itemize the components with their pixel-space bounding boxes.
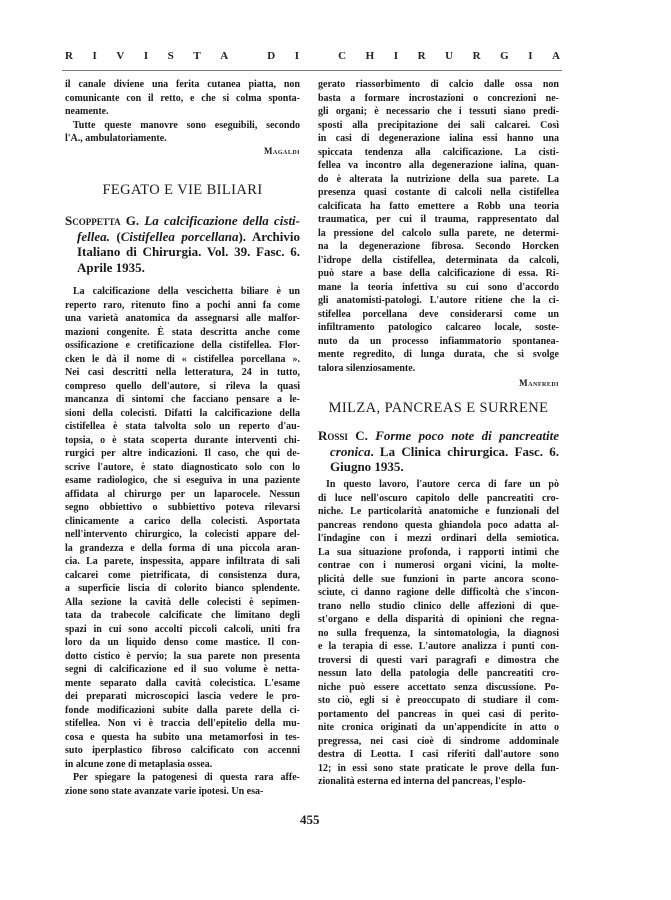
text-line: nite cronica originati da un'appendicite in atto o [318,722,559,733]
citation-title: La calcificazione della cisti- [144,213,300,228]
running-head-letter: S [167,50,174,62]
page-number: 455 [300,812,320,827]
text-line: calcarei come pietrificata, di consistenza dura, [65,569,300,581]
running-head-letter: I [393,50,399,62]
text-line: e la terapia di esse. L'autore analizza i punti con- [318,641,559,652]
article-body-scoppetta [65,285,300,798]
citation-line [65,229,300,245]
text-line: basta a formare incrostazioni o concrezioni ne- [318,92,559,104]
signature-magaldi: Magaldi [264,146,300,156]
text-line: stifellea. Non vi è traccia dell'epitelio della mu- [65,718,300,729]
text-line: destra di Leotta. I casi riferiti dall'autore sono [318,749,559,760]
signature-manfredi: Manfredi [519,378,559,388]
text-line: pancreas rendono questa ghiandola poco adatta al- [318,519,559,531]
text-line: compreso quello dell'autore, si rileva la quasi [65,380,300,392]
text-line: suto iperplastico fibroso calcificato con accenni [65,745,300,756]
text-line: do è alterata la nutrizione della sua parete. La [318,173,559,185]
text-line: dotto cistico è pervio; la sua parete non presenta [65,650,300,662]
citation-author: Rossi C. [318,428,376,443]
text-line: gli anatomisti-patologi. L'autore ritiene che la ci- [318,295,559,306]
text-line: In questo lavoro, l'autore cerca di fare un pò [326,479,559,490]
citation-line [65,213,300,229]
citation-rossi [318,428,559,475]
text-line: troversi di questi vari paragrafi e dimostra che [318,654,559,666]
text-line: gli organi; è necessario che i tessuti siano predi- [318,106,559,117]
text-line: segno obbiettivo o subbiettivo poteva rilevarsi [65,502,300,513]
text-line: nell'intervento chirurgico, la colecisti appare del- [65,529,300,540]
text-line: 12; in essi sono state praticate le prove della fun- [318,762,559,774]
citation-title: fellea. [77,228,117,244]
citation-title: Forme poco note di pancreatite [375,428,559,443]
text-line: trano nello studio clinico delle affezioni di que- [318,600,559,612]
text-line: clinicamente a carico della colecisti. Asportata [65,515,300,527]
citation-line [318,459,559,475]
section-heading-fegato: FEGATO E VIE BILIARI [102,182,263,198]
text-line: contrae con i numerosi organi vicini, la molte- [318,560,559,571]
running-head-letter: A [220,50,229,62]
text-line: spiccata tendenza alla calcificazione. La cisti- [318,146,559,158]
text-line: tata da trabecole calcificate che limitano degli [65,610,300,621]
text-line: mente regredito, di lunga durata, che si svolge [318,349,559,360]
running-head-letter: V [116,50,125,62]
text-line: plicità delle sue funzioni in parte ancora scono- [318,573,559,585]
text-line: comunicante con il retto, e che si colma sponta- [65,92,300,104]
text-line: Per spiegare la patogenesi di questa rara affe- [73,772,300,783]
text-line: mazioni congenite. È stata descritta anche come [65,326,300,338]
running-head-letter: A [552,50,560,62]
text-line: Nei casi descritti nella letteratura, 24 in tutto, [65,367,300,378]
text-line: rurgici per altre indicazioni. Il caso, che qui de- [65,448,300,459]
text-line: segni di calcificazione ed il suo volume è netta- [65,664,300,675]
running-head-letter: I [92,50,97,62]
text-line: gerato riassorbimento di calcio dalle ossa non [318,79,559,90]
text-line: zionalità esterna ed interna del pancreas, l'esplo- [318,776,526,787]
running-head-letter: U [445,50,454,62]
text-line: neamente. [65,106,109,117]
text-line: di luce nell'oscuro capitolo delle pancreatiti cro- [318,492,559,504]
running-head-letter: T [193,50,201,62]
running-head-letter: I [528,50,533,62]
text-line: sto ciò, egli si è preoccupato di studiare il com- [318,695,559,706]
text-line: na la degenerazione fibrosa. Secondo Horcken [318,241,559,252]
text-line: l'A., ambulatoriamente. [65,133,167,144]
text-line: talora silenziosamente. [318,362,416,374]
text-line: mane la teoria infettiva su cui sono d'accordo [318,281,559,293]
running-head-letter: G [500,50,509,62]
citation-title: cronica [330,443,371,459]
running-head-letter: H [365,50,375,62]
text-line: esame radiologico, che si eseguiva in una paziente [65,475,300,486]
running-head-letter: R [65,50,73,62]
text-line: spazi in cui sono accolti piccoli calcoli, uniti fra [65,623,300,635]
text-line: può stare a base della calcificazione di essa. Ri- [318,268,559,279]
text-line: affidata al chirurgo per un laparocele. Nessun [65,488,300,500]
text-line: La sua situazione profonda, i rapporti intimi che [318,546,559,558]
text-line: pregressa, nei casi cioè di sindrome addominale [318,735,559,747]
text-line: mente separato dalla cavità colecistica. L'esame [65,677,300,689]
citation-source: Italiano di Chirurgia. Vol. 39. Fasc. 6. [77,244,300,259]
text-line: sposti alla precipitazione dei sali calcarei. Così [318,119,559,131]
text-line: calcificata ha fatto emettere a Robb una teoria [318,200,559,212]
text-line: dei preparati microscopici lascia vedere le pro- [65,691,300,702]
text-line: cistifellea è stata talvolta solo un reperto d'au- [65,421,300,432]
running-head-letter: D [267,50,276,62]
text-line: nuto da un processo infiammatorio spontanea- [318,335,559,347]
citation-source: ). Archivio [238,228,301,244]
text-line: sciute, ci danno ragione delle difficoltà che s'incon- [318,587,559,598]
text-line: zione sono state avanzate varie ipotesi. Un esa- [65,785,264,797]
text-line: presenza quasi costante di calcoli nella cistifellea [318,187,559,198]
text-line: no sulla frequenza, la sintomatologia, la diagnosi [318,627,559,639]
left-intro-text [65,78,300,146]
text-line: la grandezza e della forma di una piccola aran- [65,542,300,554]
text-line: portamento del pancreas in quei casi di perito- [318,708,559,720]
text-line: topsia, o è stata scoperta durante interventi chi- [65,434,300,446]
citation-line [65,244,300,260]
text-line: traumatica, per cui il trauma, rappresentato dal [318,214,559,225]
citation-line [318,444,559,460]
section-heading-milza: MILZA, PANCREAS E SURRENE [328,400,549,416]
text-line: st'organo e della disparità di opinioni che regna- [318,614,559,625]
text-line: Alla sezione la cavità delle colecisti è sepimen- [65,596,300,608]
text-line: loro da un liquido denso come mastice. Il con- [65,637,300,648]
running-head-letter: I [294,50,300,62]
text-line: l'idrope della cistifellea, determinata da calcoli, [318,254,559,266]
text-line: cosa e questa ha subito una metamorfosi in tes- [65,731,300,743]
text-line: in alcune zone di metaplasia ossea. [65,758,213,770]
text-line: stifellea porcellana deve considerarsi come un [318,308,559,320]
right-continued-text [318,78,559,375]
text-line: la pressione del calcolo sulla parete, ne determi- [318,227,559,239]
citation-title: Cistifellea porcellana [120,228,239,244]
citation-source: ( [116,228,121,244]
text-line: Tutte queste manovre sono eseguibili, secondo [73,119,300,131]
text-line: fellea va incontro alla degenerazione ialina, quan- [318,160,559,171]
text-line: scrive l'autore, è stato diagnosticato solo con lo [65,461,300,473]
citation-source: Aprile 1935. [77,259,145,275]
text-line: niche può essere accettato senza discussione. Po- [318,681,559,693]
text-line: a superficie liscia di colorito bianco splendente. [65,583,300,594]
text-line: una varietà anatomica da assegnarsi alle malfor- [65,313,300,324]
text-line: il canale diviene una ferita cutanea piatta, non [65,79,300,90]
text-line: sioni della colecisti. Difatti la calcificazione della [65,407,300,419]
text-line: reperto raro, ritenuto fino a pochi anni fa come [65,299,300,311]
text-line: l'indagine con i mezzi ordinari della semiotica. [318,533,559,544]
citation-line [65,260,300,276]
citation-scoppetta [65,213,300,275]
text-line: ossificazione e cretificazione della cistifellea. Flor- [65,340,300,351]
text-line: cken le dà il nome di « cistifellea porcellana ». [65,353,300,365]
running-head-letter: I [143,50,149,62]
text-line: infiltramento patologico calcareo locale, soste- [318,322,559,333]
running-head-letter: R [472,50,481,62]
text-line: niche. Le particolarità anatomiche e funzionali del [318,506,559,517]
header-rule [62,70,562,71]
citation-author: Scoppetta G. [65,213,145,228]
article-body-rossi [318,478,559,789]
text-line: cia. La parete, inspessita, appare infiltrata di sali [65,556,300,567]
text-line: in casi di degenerazione ialina essi hanno una [318,133,559,144]
running-head-letter: C [338,50,347,62]
text-line: La calcificazione della vescichetta biliare è un [73,286,300,297]
text-line: mancanza di sintomi che facciano pensare a le- [65,394,300,405]
text-line: nessun lato della patologia delle pancreatiti cro- [318,668,559,679]
citation-source: Giugno 1935. [330,459,404,474]
citation-source: . La Clinica chirurgica. Fasc. 6. [370,443,559,459]
running-head [65,50,560,62]
text-line: fonde modificazioni subite dalla parete della ci- [65,704,300,716]
citation-line [318,428,559,444]
running-head-letter: R [417,50,426,62]
